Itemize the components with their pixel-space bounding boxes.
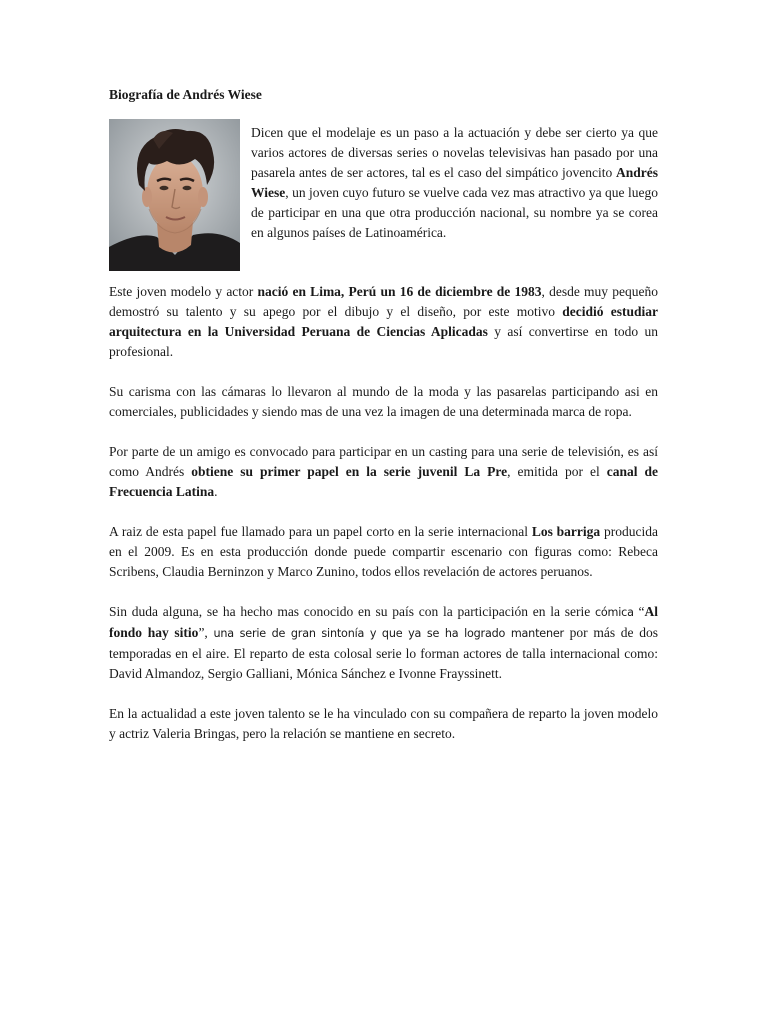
p1-text-2: , desde muy pequeño demostró su talento y su apego por el dibujo y el diseño, por este motivo <box>109 284 658 319</box>
p5-text-4: por más de dos temporadas en el aire. El reparto de esta colosal serie lo forman actores de talla internacional como: David Almandoz, Sergio Galliani, Mónica Sánchez e Ivonne Frayssinett. <box>109 625 658 681</box>
intro-text-1: Dicen que el modelaje es un paso a la actuación y debe ser cierto ya que varios actores de diversas series o novelas televisivas han pasado por una pasarela antes de ser actores, tal es el caso del simpático jovencito <box>251 125 658 180</box>
p5-bold-1: Al fondo hay sitio <box>109 604 658 640</box>
p1-bold-2: decidió estudiar arquitectura en la Universidad Peruana de Ciencias Aplicadas <box>109 304 658 339</box>
p3-text-2: , emitida por el <box>507 464 607 479</box>
p3-text-1: Por parte de un amigo es convocado para participar en un casting para una serie de televisión, es así como Andrés <box>109 444 658 479</box>
paragraph-first-role <box>109 442 658 502</box>
paragraph-birth <box>109 282 658 362</box>
p5-text-2: “ <box>633 604 645 619</box>
intro-paragraph <box>251 123 658 243</box>
p4-text-2: producida en el 2009. Es en esta producción donde puede compartir escenario con figuras como: Rebeca Scribens, Claudia Berninzon y Marco Zunino, todos ellos revelación de actores peruanos. <box>109 524 659 579</box>
biography-body <box>109 282 658 764</box>
p3-bold-2: canal de Frecuencia Latina <box>109 464 658 499</box>
p5-sans-2: una serie de gran sintonía y que ya se ha logrado mantener <box>213 627 564 640</box>
p5-text-3: ”, <box>198 625 214 640</box>
p5-sans-1: cómica <box>594 606 634 619</box>
p1-text-3: y así convertirse en todo un profesional. <box>109 324 659 359</box>
p4-text-1: A raiz de esta papel fue llamado para un papel corto en la serie internacional <box>109 524 532 539</box>
p2-text-1: Su carisma con las cámaras lo llevaron al mundo de la moda y las pasarelas participando asi en comerciales, publicidades y siendo mas de una vez la imagen de una determinada marca de ropa. <box>109 384 658 419</box>
p5-text-1: Sin duda alguna, se ha hecho mas conocido en su país con la participación en la serie <box>109 604 595 619</box>
p4-bold-1: Los barriga <box>531 524 601 539</box>
p3-text-3: . <box>214 484 218 499</box>
paragraph-modeling <box>109 382 658 422</box>
p6-text-1: En la actualidad a este joven talento se le ha vinculado con su compañera de reparto la joven modelo y actriz Valeria Bringas, pero la relación se mantiene en secreto. <box>109 706 658 741</box>
paragraph-los-barriga <box>109 522 658 582</box>
document-title: Biografía de Andrés Wiese <box>109 87 262 102</box>
p3-bold-1: obtiene su primer papel en la serie juvenil La Pre <box>191 464 508 479</box>
portrait-icon <box>109 119 240 271</box>
p1-text-1: Este joven modelo y actor <box>109 284 258 299</box>
portrait-photo <box>109 119 240 271</box>
paragraph-al-fondo-hay-sitio <box>109 602 658 684</box>
paragraph-current <box>109 704 658 744</box>
intro-text-2: , un joven cuyo futuro se vuelve cada vez mas atractivo ya que luego de participar en una que otra producción nacional, su nombre ya se corea en algunos países de Latinoamérica. <box>251 185 658 240</box>
intro-name-bold: Andrés Wiese <box>251 165 658 200</box>
p1-bold-1: nació en Lima, Perú un 16 de diciembre de 1983 <box>257 284 542 299</box>
